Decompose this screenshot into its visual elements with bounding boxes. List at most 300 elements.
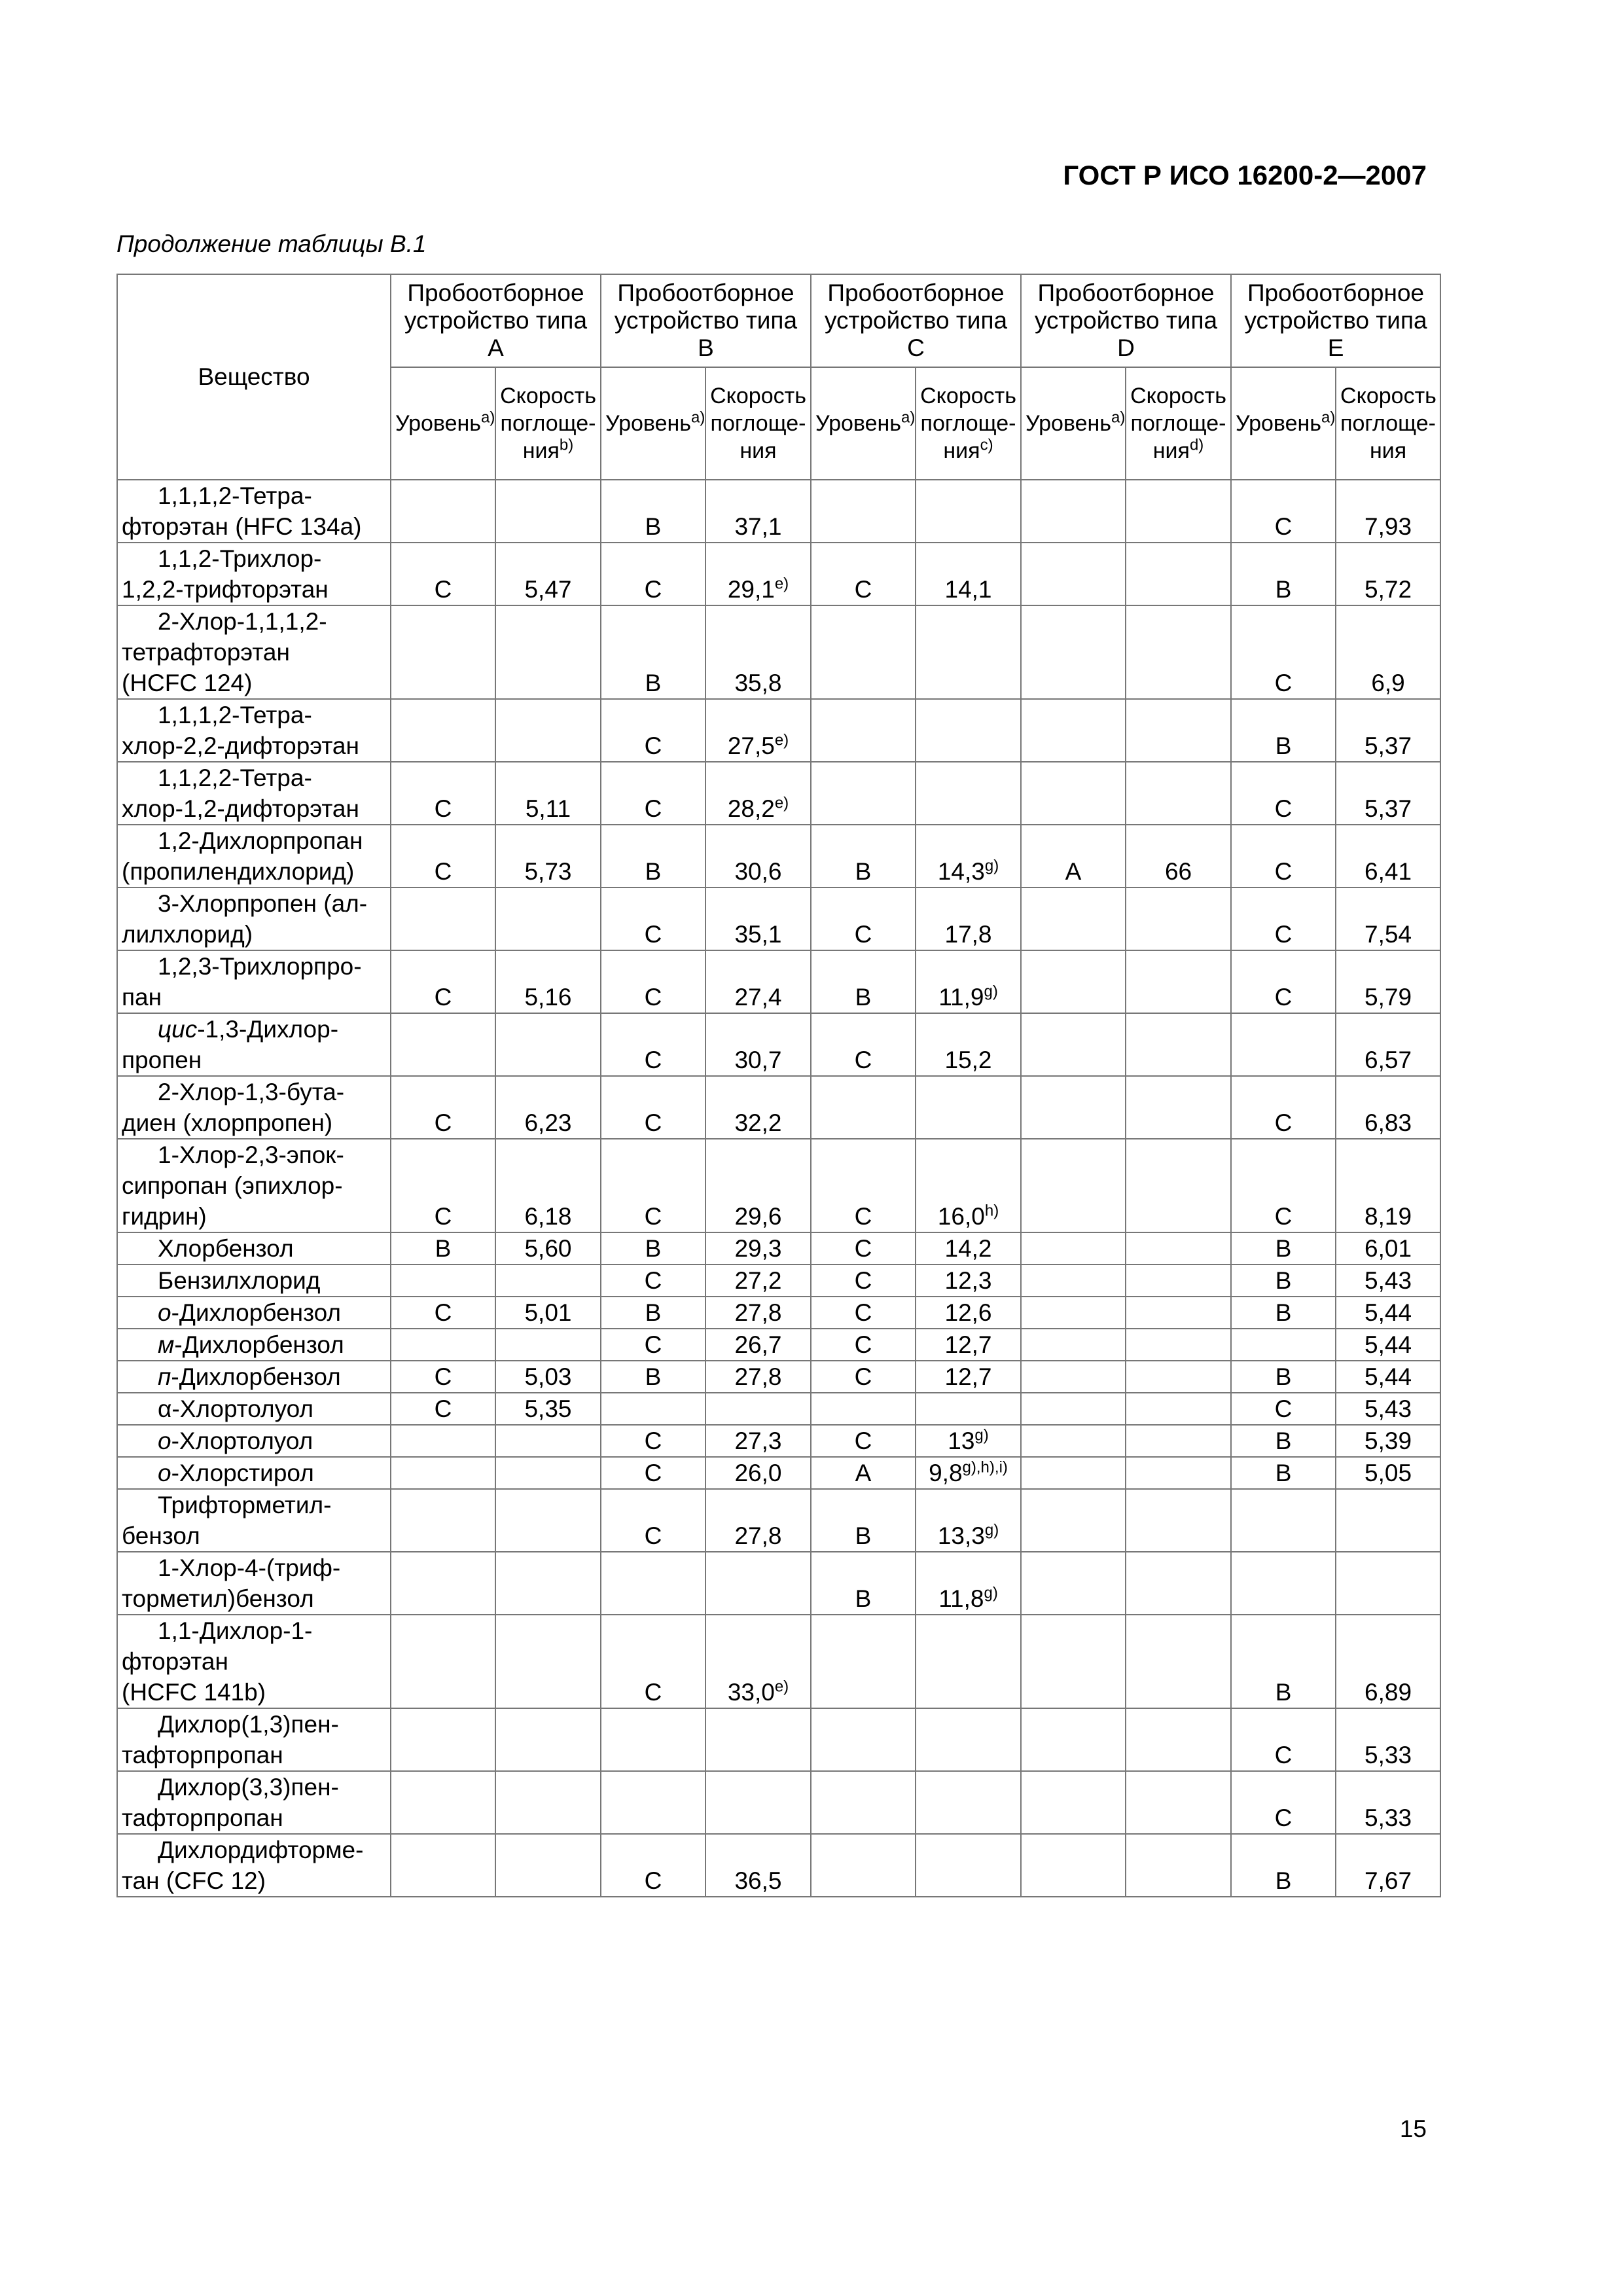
- cell-level: C: [1231, 1393, 1336, 1425]
- substance-name-line: сипропан (эпихлор-: [122, 1172, 343, 1199]
- substance-name-line: тетрафторэтан: [122, 639, 290, 666]
- substance-name: [117, 1139, 391, 1232]
- substance-name-line: о-Хлортолуол: [158, 1427, 313, 1454]
- cell-level: C: [1231, 605, 1336, 699]
- cell-level: [1021, 1615, 1126, 1708]
- cell-level: [601, 1771, 705, 1834]
- cell-rate: 27,2: [705, 1265, 811, 1297]
- cell-level: B: [601, 605, 705, 699]
- cell-rate: [495, 1425, 601, 1457]
- cell-rate: [1126, 1076, 1231, 1139]
- cell-rate: 5,39: [1336, 1425, 1440, 1457]
- cell-level: [391, 1708, 495, 1771]
- table-row: [117, 1425, 1440, 1457]
- subheader-level: Уровень$^{a)}$: [1231, 367, 1336, 480]
- cell-rate: [705, 1552, 811, 1615]
- substance-name-line: 2-Хлор-1,1,1,2-: [158, 608, 327, 635]
- cell-level: C: [1231, 1771, 1336, 1834]
- substance-name-line: 2-Хлор-1,3-бута-: [158, 1079, 345, 1105]
- substance-name: [117, 1297, 391, 1329]
- cell-rate: [495, 888, 601, 950]
- cell-rate: [1126, 1552, 1231, 1615]
- substance-name-line: 1,1,2-Трихлор-: [158, 545, 322, 572]
- cell-level: [1231, 1013, 1336, 1076]
- substance-name: [117, 1708, 391, 1771]
- substance-name-line: пан: [122, 984, 162, 1011]
- substance-name-line: Дихлордифторме-: [158, 1837, 364, 1863]
- cell-rate: [495, 1708, 601, 1771]
- cell-rate: [1126, 762, 1231, 825]
- substance-name: [117, 1771, 391, 1834]
- substance-name-line: тафторпропан: [122, 1804, 283, 1831]
- substance-name-line: цис-1,3-Дихлор-: [158, 1016, 339, 1043]
- cell-level: [1021, 1329, 1126, 1361]
- cell-rate: 5,43: [1336, 1265, 1440, 1297]
- cell-rate: 6,01: [1336, 1232, 1440, 1265]
- cell-rate: [916, 1771, 1021, 1834]
- cell-rate: [1126, 1457, 1231, 1489]
- cell-rate: [495, 1552, 601, 1615]
- cell-rate: 12,7: [916, 1361, 1021, 1393]
- cell-rate: 13$^{g)}$: [916, 1425, 1021, 1457]
- cell-level: [1021, 480, 1126, 543]
- substance-name-line: гидрин): [122, 1203, 207, 1230]
- cell-level: C: [601, 950, 705, 1013]
- cell-level: B: [601, 1361, 705, 1393]
- cell-level: C: [601, 888, 705, 950]
- cell-level: [811, 1708, 916, 1771]
- cell-rate: [495, 699, 601, 762]
- cell-level: [1021, 699, 1126, 762]
- substance-name-line: п-Дихлорбензол: [158, 1363, 341, 1390]
- table-row: [117, 1329, 1440, 1361]
- cell-rate: 30,6: [705, 825, 811, 888]
- table-row: [117, 1361, 1440, 1393]
- substance-name: [117, 762, 391, 825]
- cell-level: B: [811, 950, 916, 1013]
- substance-name-line: м-Дихлорбензол: [158, 1331, 344, 1358]
- cell-rate: [1126, 888, 1231, 950]
- cell-rate: 27,8: [705, 1489, 811, 1552]
- subheader-absorption-rate: Скорость поглоще-ния: [705, 367, 811, 480]
- cell-rate: [1126, 480, 1231, 543]
- cell-rate: [1336, 1489, 1440, 1552]
- cell-rate: 5,60: [495, 1232, 601, 1265]
- cell-rate: [916, 605, 1021, 699]
- cell-rate: [705, 1771, 811, 1834]
- cell-rate: 5,44: [1336, 1329, 1440, 1361]
- substance-name-line: 3-Хлорпропен (ал-: [158, 890, 368, 917]
- cell-rate: 5,33: [1336, 1771, 1440, 1834]
- cell-level: B: [601, 1297, 705, 1329]
- cell-rate: 8,19: [1336, 1139, 1440, 1232]
- cell-level: [391, 605, 495, 699]
- substance-name-line: 1,2-Дихлорпропан: [158, 827, 363, 854]
- cell-level: [601, 1708, 705, 1771]
- cell-rate: [1126, 1329, 1231, 1361]
- cell-rate: [1126, 1708, 1231, 1771]
- cell-level: C: [391, 825, 495, 888]
- cell-level: B: [1231, 1457, 1336, 1489]
- cell-level: C: [811, 1265, 916, 1297]
- cell-level: C: [1231, 888, 1336, 950]
- cell-rate: 5,37: [1336, 699, 1440, 762]
- cell-rate: 7,54: [1336, 888, 1440, 950]
- cell-level: [391, 1013, 495, 1076]
- cell-rate: [1126, 1489, 1231, 1552]
- cell-rate: [495, 1771, 601, 1834]
- cell-level: [1021, 1232, 1126, 1265]
- cell-level: B: [811, 1489, 916, 1552]
- cell-rate: [1126, 699, 1231, 762]
- table-row: [117, 825, 1440, 888]
- cell-level: [811, 1393, 916, 1425]
- cell-level: C: [1231, 825, 1336, 888]
- substance-name: [117, 1615, 391, 1708]
- cell-rate: 6,89: [1336, 1615, 1440, 1708]
- cell-rate: [1126, 1265, 1231, 1297]
- cell-level: C: [391, 950, 495, 1013]
- cell-level: [391, 1771, 495, 1834]
- cell-level: C: [391, 1393, 495, 1425]
- cell-level: A: [811, 1457, 916, 1489]
- cell-rate: 6,57: [1336, 1013, 1440, 1076]
- cell-level: C: [811, 1013, 916, 1076]
- table-row: [117, 888, 1440, 950]
- cell-rate: 7,67: [1336, 1834, 1440, 1897]
- table-row: [117, 1771, 1440, 1834]
- page-number: 15: [1399, 2115, 1427, 2142]
- subheader-level: Уровень$^{a)}$: [601, 367, 705, 480]
- substance-name: [117, 480, 391, 543]
- cell-rate: 32,2: [705, 1076, 811, 1139]
- substance-name-line: Хлорбензол: [158, 1235, 294, 1262]
- substance-name-line: торметил)бензол: [122, 1585, 314, 1612]
- cell-rate: [916, 1076, 1021, 1139]
- cell-rate: 14,1: [916, 543, 1021, 605]
- table-row: [117, 1489, 1440, 1552]
- cell-level: C: [601, 1457, 705, 1489]
- substance-name: [117, 1393, 391, 1425]
- substance-name: [117, 699, 391, 762]
- cell-level: C: [811, 543, 916, 605]
- header-device-c: Пробоотборное устройство типа C: [811, 274, 1021, 367]
- cell-rate: [916, 699, 1021, 762]
- cell-level: [811, 1076, 916, 1139]
- cell-level: C: [1231, 1139, 1336, 1232]
- cell-level: [1231, 1489, 1336, 1552]
- cell-level: [811, 605, 916, 699]
- cell-level: [1021, 1552, 1126, 1615]
- cell-level: C: [811, 1329, 916, 1361]
- cell-rate: 28,2$^{e)}$: [705, 762, 811, 825]
- cell-rate: [495, 1329, 601, 1361]
- substance-name-line: (HCFC 124): [122, 670, 253, 696]
- table-row: [117, 543, 1440, 605]
- cell-rate: [916, 480, 1021, 543]
- cell-level: C: [601, 1329, 705, 1361]
- cell-rate: [916, 1708, 1021, 1771]
- cell-level: B: [1231, 1361, 1336, 1393]
- substance-name: [117, 825, 391, 888]
- cell-rate: 5,44: [1336, 1297, 1440, 1329]
- cell-rate: 33,0$^{e)}$: [705, 1615, 811, 1708]
- cell-level: C: [1231, 950, 1336, 1013]
- cell-level: [811, 1834, 916, 1897]
- cell-rate: 6,41: [1336, 825, 1440, 888]
- table-row: [117, 1297, 1440, 1329]
- cell-level: C: [391, 762, 495, 825]
- cell-rate: 27,8: [705, 1297, 811, 1329]
- header-device-d: Пробоотборное устройство типа D: [1021, 274, 1231, 367]
- cell-rate: [1126, 1139, 1231, 1232]
- cell-rate: [1126, 1393, 1231, 1425]
- table-row: [117, 762, 1440, 825]
- cell-level: A: [1021, 825, 1126, 888]
- cell-level: C: [811, 1232, 916, 1265]
- substance-name-line: фторэтан: [122, 1648, 228, 1675]
- table-row: [117, 1708, 1440, 1771]
- cell-rate: [1126, 1232, 1231, 1265]
- table-row: [117, 1457, 1440, 1489]
- cell-level: [391, 1265, 495, 1297]
- cell-level: C: [601, 1139, 705, 1232]
- cell-level: C: [811, 1139, 916, 1232]
- cell-level: C: [601, 1615, 705, 1708]
- cell-rate: 6,83: [1336, 1076, 1440, 1139]
- substance-name-line: 1-Хлор-4-(триф-: [158, 1554, 341, 1581]
- cell-level: [811, 1771, 916, 1834]
- header-device-b: Пробоотборное устройство типа B: [601, 274, 811, 367]
- table-row: [117, 1076, 1440, 1139]
- cell-rate: 30,7: [705, 1013, 811, 1076]
- standard-number: ГОСТ Р ИСО 16200-2—2007: [1063, 160, 1427, 190]
- table-row: [117, 1834, 1440, 1897]
- cell-level: [1021, 950, 1126, 1013]
- table-row: [117, 1232, 1440, 1265]
- cell-level: [811, 699, 916, 762]
- cell-level: B: [601, 480, 705, 543]
- cell-rate: [1126, 1361, 1231, 1393]
- cell-level: [601, 1393, 705, 1425]
- substance-name: [117, 1361, 391, 1393]
- cell-level: C: [391, 1139, 495, 1232]
- substance-name: [117, 950, 391, 1013]
- cell-rate: 35,1: [705, 888, 811, 950]
- cell-level: B: [1231, 1265, 1336, 1297]
- cell-level: B: [811, 1552, 916, 1615]
- cell-level: [1021, 605, 1126, 699]
- cell-level: B: [1231, 1297, 1336, 1329]
- substance-name: [117, 1329, 391, 1361]
- cell-rate: 14,2: [916, 1232, 1021, 1265]
- cell-level: [1021, 1013, 1126, 1076]
- cell-rate: 5,37: [1336, 762, 1440, 825]
- substance-name-line: тан (CFC 12): [122, 1867, 266, 1894]
- cell-level: C: [601, 543, 705, 605]
- cell-rate: [1126, 1615, 1231, 1708]
- subheader-level: Уровень$^{a)}$: [811, 367, 916, 480]
- subheader-absorption-rate: Скорость поглоще-ния: [1336, 367, 1440, 480]
- substance-name: [117, 1232, 391, 1265]
- cell-level: [1231, 1552, 1336, 1615]
- cell-rate: 5,47: [495, 543, 601, 605]
- header-device-e: Пробоотборное устройство типа E: [1231, 274, 1440, 367]
- cell-rate: 29,3: [705, 1232, 811, 1265]
- substance-name-line: 1,2,3-Трихлорпро-: [158, 953, 362, 980]
- cell-rate: 11,8$^{g)}$: [916, 1552, 1021, 1615]
- cell-rate: 27,5$^{e)}$: [705, 699, 811, 762]
- cell-level: C: [601, 762, 705, 825]
- table-row: [117, 1013, 1440, 1076]
- cell-level: C: [601, 699, 705, 762]
- cell-rate: [495, 480, 601, 543]
- cell-rate: 5,16: [495, 950, 601, 1013]
- substance-name: [117, 605, 391, 699]
- substance-name-line: хлор-1,2-дифторэтан: [122, 795, 359, 822]
- cell-level: C: [1231, 762, 1336, 825]
- cell-rate: 37,1: [705, 480, 811, 543]
- cell-level: [1021, 1076, 1126, 1139]
- cell-level: [1021, 1297, 1126, 1329]
- cell-rate: [495, 1013, 601, 1076]
- substance-name: [117, 1834, 391, 1897]
- substance-name-line: 1-Хлор-2,3-эпок-: [158, 1141, 344, 1168]
- substance-name-line: о-Хлорстирол: [158, 1460, 314, 1486]
- cell-rate: 6,23: [495, 1076, 601, 1139]
- cell-level: C: [811, 888, 916, 950]
- table-row: [117, 1552, 1440, 1615]
- cell-level: [391, 1425, 495, 1457]
- cell-rate: 7,93: [1336, 480, 1440, 543]
- table-row: [117, 605, 1440, 699]
- cell-level: [391, 1552, 495, 1615]
- cell-level: [1021, 1771, 1126, 1834]
- cell-level: [1021, 1489, 1126, 1552]
- cell-rate: 27,4: [705, 950, 811, 1013]
- cell-rate: [916, 762, 1021, 825]
- subheader-absorption-rate: Скорость поглоще-ния$^{d)}$: [1126, 367, 1231, 480]
- substance-name-line: лилхлорид): [122, 921, 253, 948]
- cell-rate: 27,3: [705, 1425, 811, 1457]
- cell-rate: 16,0$^{h)}$: [916, 1139, 1021, 1232]
- header-device-a: Пробоотборное устройство типа A: [391, 274, 601, 367]
- substance-name: [117, 1425, 391, 1457]
- cell-rate: 36,5: [705, 1834, 811, 1897]
- cell-level: [601, 1552, 705, 1615]
- substance-name-line: диен (хлорпропен): [122, 1109, 333, 1136]
- cell-rate: 11,9$^{g)}$: [916, 950, 1021, 1013]
- cell-level: B: [391, 1232, 495, 1265]
- subheader-absorption-rate: Скорость поглоще-ния$^{c)}$: [916, 367, 1021, 480]
- cell-rate: [705, 1708, 811, 1771]
- cell-rate: 6,18: [495, 1139, 601, 1232]
- cell-rate: [1126, 1771, 1231, 1834]
- cell-level: [391, 480, 495, 543]
- table-row: [117, 1265, 1440, 1297]
- cell-rate: [1126, 950, 1231, 1013]
- cell-rate: 12,7: [916, 1329, 1021, 1361]
- cell-level: [1021, 1834, 1126, 1897]
- cell-rate: 5,11: [495, 762, 601, 825]
- cell-level: B: [1231, 1615, 1336, 1708]
- cell-rate: [1126, 1834, 1231, 1897]
- cell-level: C: [601, 1013, 705, 1076]
- cell-level: B: [1231, 543, 1336, 605]
- substance-name-line: фторэтан (HFC 134a): [122, 513, 362, 540]
- table-continuation-caption: Продолжение таблицы B.1: [116, 230, 427, 257]
- cell-rate: 5,01: [495, 1297, 601, 1329]
- cell-rate: 5,03: [495, 1361, 601, 1393]
- cell-level: C: [601, 1834, 705, 1897]
- cell-rate: [1126, 543, 1231, 605]
- cell-level: B: [1231, 1425, 1336, 1457]
- cell-level: C: [391, 543, 495, 605]
- cell-level: C: [391, 1361, 495, 1393]
- cell-rate: 14,3$^{g)}$: [916, 825, 1021, 888]
- cell-rate: [495, 1834, 601, 1897]
- cell-rate: $9,8^{g),h),i)}$: [916, 1457, 1021, 1489]
- cell-level: C: [811, 1425, 916, 1457]
- cell-level: [391, 1329, 495, 1361]
- cell-level: C: [601, 1265, 705, 1297]
- cell-level: C: [811, 1361, 916, 1393]
- cell-level: [1021, 762, 1126, 825]
- cell-rate: 26,0: [705, 1457, 811, 1489]
- substance-name-line: пропен: [122, 1047, 202, 1073]
- cell-level: C: [391, 1076, 495, 1139]
- cell-rate: [916, 1615, 1021, 1708]
- substance-name: [117, 1489, 391, 1552]
- cell-rate: 29,6: [705, 1139, 811, 1232]
- cell-rate: 5,05: [1336, 1457, 1440, 1489]
- cell-rate: [495, 1615, 601, 1708]
- cell-level: C: [601, 1425, 705, 1457]
- cell-rate: 13,3$^{g)}$: [916, 1489, 1021, 1552]
- table-row: [117, 1139, 1440, 1232]
- cell-level: [1021, 1139, 1126, 1232]
- cell-rate: 15,2: [916, 1013, 1021, 1076]
- substance-name: [117, 1552, 391, 1615]
- cell-level: B: [1231, 1834, 1336, 1897]
- cell-rate: 26,7: [705, 1329, 811, 1361]
- cell-rate: [916, 1393, 1021, 1425]
- cell-level: [391, 1489, 495, 1552]
- cell-level: [1021, 1425, 1126, 1457]
- substance-name-line: α-Хлортолуол: [158, 1395, 314, 1422]
- cell-rate: 66: [1126, 825, 1231, 888]
- substance-name-line: Бензилхлорид: [158, 1267, 321, 1294]
- cell-level: [391, 699, 495, 762]
- cell-rate: 6,9: [1336, 605, 1440, 699]
- header-substance: Вещество: [117, 274, 391, 480]
- substance-name-line: хлор-2,2-дифторэтан: [122, 732, 359, 759]
- substance-name-line: (HCFC 141b): [122, 1679, 266, 1706]
- substance-name: [117, 888, 391, 950]
- table-row: [117, 1615, 1440, 1708]
- cell-level: [1021, 1457, 1126, 1489]
- cell-level: C: [811, 1297, 916, 1329]
- cell-rate: [1126, 1013, 1231, 1076]
- cell-level: B: [1231, 1232, 1336, 1265]
- cell-rate: [495, 1457, 601, 1489]
- substance-name: [117, 543, 391, 605]
- cell-level: C: [1231, 480, 1336, 543]
- substance-table: [116, 274, 1441, 1897]
- cell-rate: [1126, 605, 1231, 699]
- cell-rate: 5,44: [1336, 1361, 1440, 1393]
- cell-level: [391, 888, 495, 950]
